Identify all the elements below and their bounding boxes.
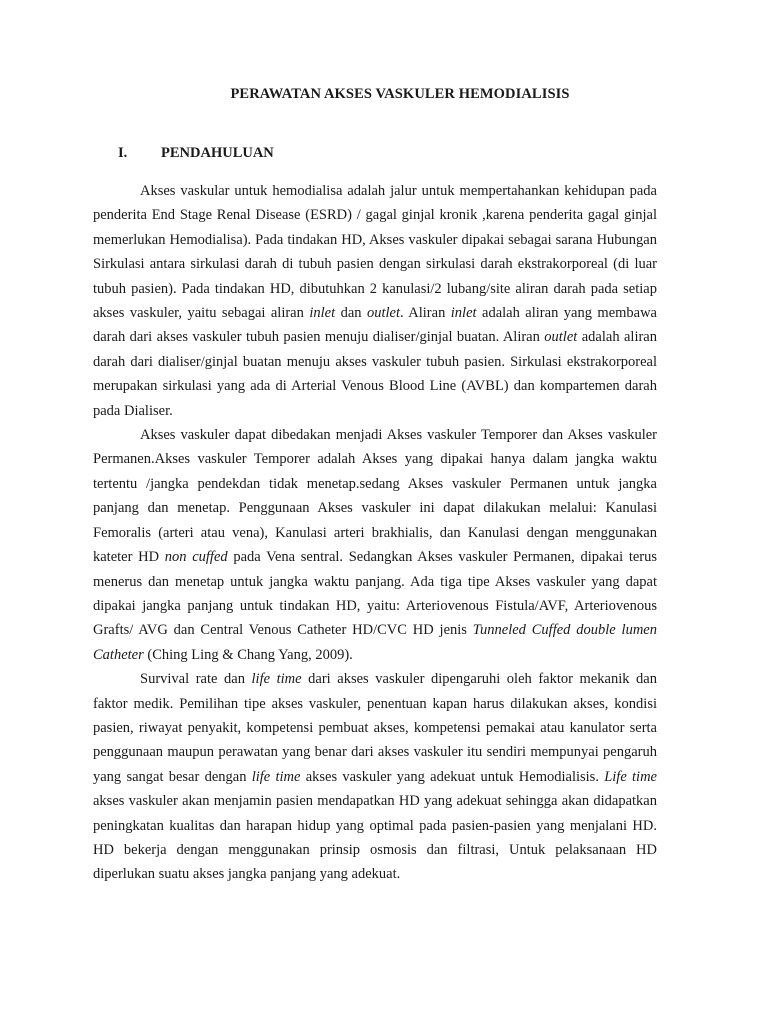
text-run: Akses vaskular untuk hemodialisa adalah jalur untuk mempertahankan kehidupan pada penderita End Stage Renal Disease (ESRD) / gagal ginjal kronik ,karena penderita gagal ginjal memerlukan Hemodialisa). Pada tindakan HD, Akses vaskuler dipakai sebagai sarana Hubungan Sirkulasi antara sirkulasi darah di tubuh pasien dengan sirkulasi darah ekstrakorporeal (di luar tubuh pasien). Pada tindakan HD, dibutuhkan 2 kanulasi/2 lubang/site aliran darah pada setiap akses vaskuler, yaitu sebagai aliran — [93, 183, 657, 322]
italic-term: outlet — [544, 329, 578, 346]
italic-term: life time — [251, 768, 301, 785]
section-title: PENDAHULUAN — [161, 145, 274, 161]
italic-term: life time — [251, 671, 302, 688]
paragraph-2 — [93, 423, 657, 667]
text-run: (Ching Ling & Chang Yang, 2009). — [143, 646, 353, 663]
italic-term: Tunneled Cuffed double lumen Catheter — [93, 622, 657, 663]
italic-term: Life time — [604, 768, 657, 785]
text-run: . Aliran — [400, 305, 451, 322]
text-run: akses vaskuler akan menjamin pasien mendapatkan HD yang adekuat sehingga akan didapatkan peningkatan kualitas dan harapan hidup yang optimal pada pasien-pasien yang menjalani HD. HD bekerja dengan menggunakan prinsip osmosis dan filtrasi, Untuk pelaksanaan HD diperlukan suatu akses jangka panjang yang adekuat. — [93, 793, 657, 883]
text-run: adalah aliran yang membawa darah dari akses vaskuler tubuh pasien menuju dialiser/ginjal buatan. Aliran — [93, 305, 657, 346]
document-title: PERAWATAN AKSES VASKULER HEMODIALISIS — [230, 86, 570, 102]
italic-term: outlet — [366, 305, 400, 322]
paragraph-1 — [93, 179, 657, 423]
text-run: dan — [335, 305, 367, 322]
section-number: I. — [118, 145, 128, 161]
text-run: pada Vena sentral. Sedangkan Akses vaskuler Permanen, dipakai terus menerus dan menetap untuk jangka waktu panjang. Ada tiga tipe Akses vaskuler yang dapat dipakai jangka panjang untuk tindakan HD, yaitu: Arteriovenous Fistula/AVF, Arteriovenous Grafts/ AVG dan Central Venous Catheter HD/CVC HD jenis — [93, 549, 658, 639]
italic-term: non cuffed — [164, 549, 228, 566]
text-run: Survival rate dan — [140, 671, 252, 688]
italic-term: inlet — [450, 305, 477, 322]
body-text — [93, 179, 657, 887]
section-heading — [118, 145, 274, 162]
italic-term: inlet — [309, 305, 336, 322]
text-run: dari akses vaskuler dipengaruhi oleh faktor mekanik dan faktor medik. Pemilihan tipe akses vaskuler, penentuan kapan harus dilakukan akses, kondisi pasien, riwayat penyakit, kompetensi pembuat akses, kompetensi pemakai atau kanulator serta penggunaan maupun perawatan yang benar dari akses vaskuler itu sendiri mempunyai pengaruh yang sangat besar dengan — [93, 671, 657, 785]
text-run: adalah aliran darah dari dialiser/ginjal buatan menuju akses vaskuler tubuh pasien. Sirkulasi ekstrakorporeal merupakan sirkulasi yang ada di Arterial Venous Blood Line (AVBL) dan kompartemen darah pada Dialiser. — [93, 329, 657, 419]
paragraph-3 — [93, 667, 657, 887]
text-run: Akses vaskuler dapat dibedakan menjadi Akses vaskuler Temporer dan Akses vaskuler Permanen.Akses vaskuler Temporer adalah Akses yang dipakai hanya dalam jangka waktu tertentu /jangka pendekdan tidak menetap.sedang Akses vaskuler Permanen untuk jangka panjang dan menetap. Penggunaan Akses vaskuler ini dapat dilakukan melalui: Kanulasi Femoralis (arteri atau vena), Kanulasi arteri brakhialis, dan Kanulasi dengan menggunakan kateter HD — [93, 427, 657, 566]
text-run: akses vaskuler yang adekuat untuk Hemodialisis. — [300, 768, 605, 785]
